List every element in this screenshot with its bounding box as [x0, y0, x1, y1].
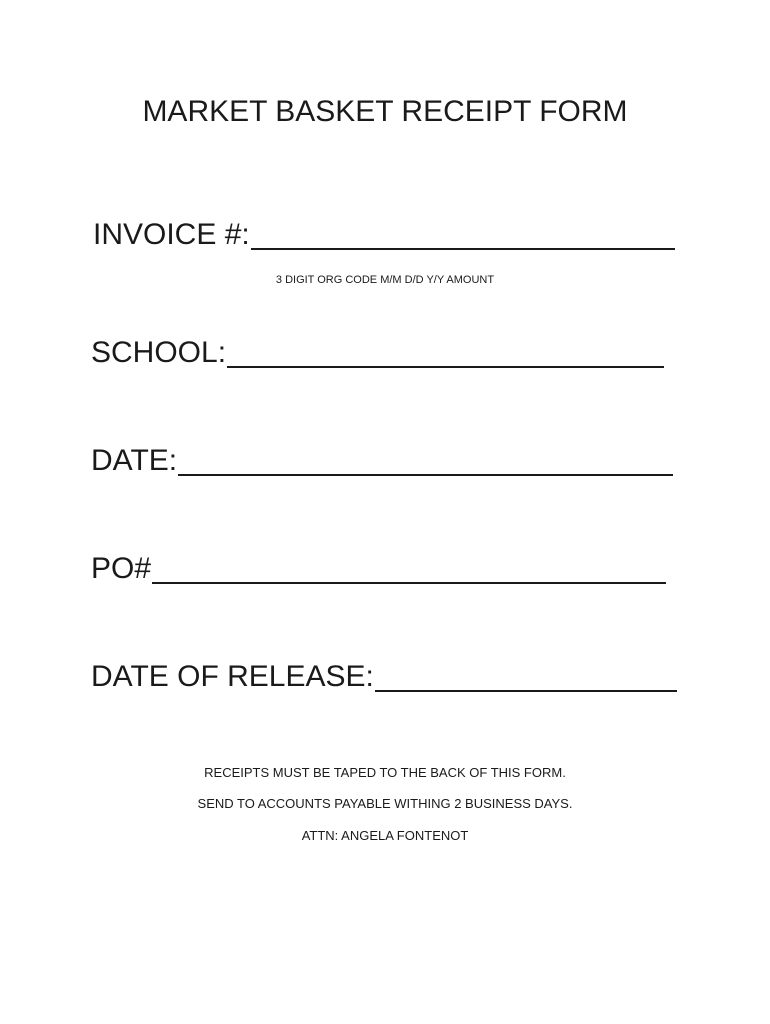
date-blank-line[interactable]: [178, 474, 673, 476]
date-of-release-blank-line[interactable]: [375, 690, 677, 692]
date-of-release-field[interactable]: [91, 654, 677, 694]
date-label: DATE:: [91, 444, 178, 477]
invoice-blank-line[interactable]: [251, 248, 675, 250]
attention-line: ATTN: ANGELA FONTENOT: [301, 828, 469, 843]
po-blank-line[interactable]: [152, 582, 666, 584]
po-field[interactable]: [91, 546, 666, 586]
form-title: MARKET BASKET RECEIPT FORM: [142, 95, 628, 128]
invoice-label: INVOICE #:: [93, 218, 250, 251]
receipts-instruction: RECEIPTS MUST BE TAPED TO THE BACK OF THIS FORM.: [204, 765, 566, 780]
send-instruction: SEND TO ACCOUNTS PAYABLE WITHING 2 BUSINESS DAYS.: [197, 796, 573, 811]
date-of-release-label: DATE OF RELEASE:: [91, 660, 374, 693]
school-blank-line[interactable]: [227, 366, 664, 368]
school-field[interactable]: [91, 330, 664, 370]
po-label: PO#: [91, 552, 152, 585]
date-field[interactable]: [91, 438, 673, 478]
school-label: SCHOOL:: [91, 336, 227, 369]
invoice-hint: 3 DIGIT ORG CODE M/M D/D Y/Y AMOUNT: [275, 274, 495, 286]
invoice-field[interactable]: [93, 212, 675, 252]
